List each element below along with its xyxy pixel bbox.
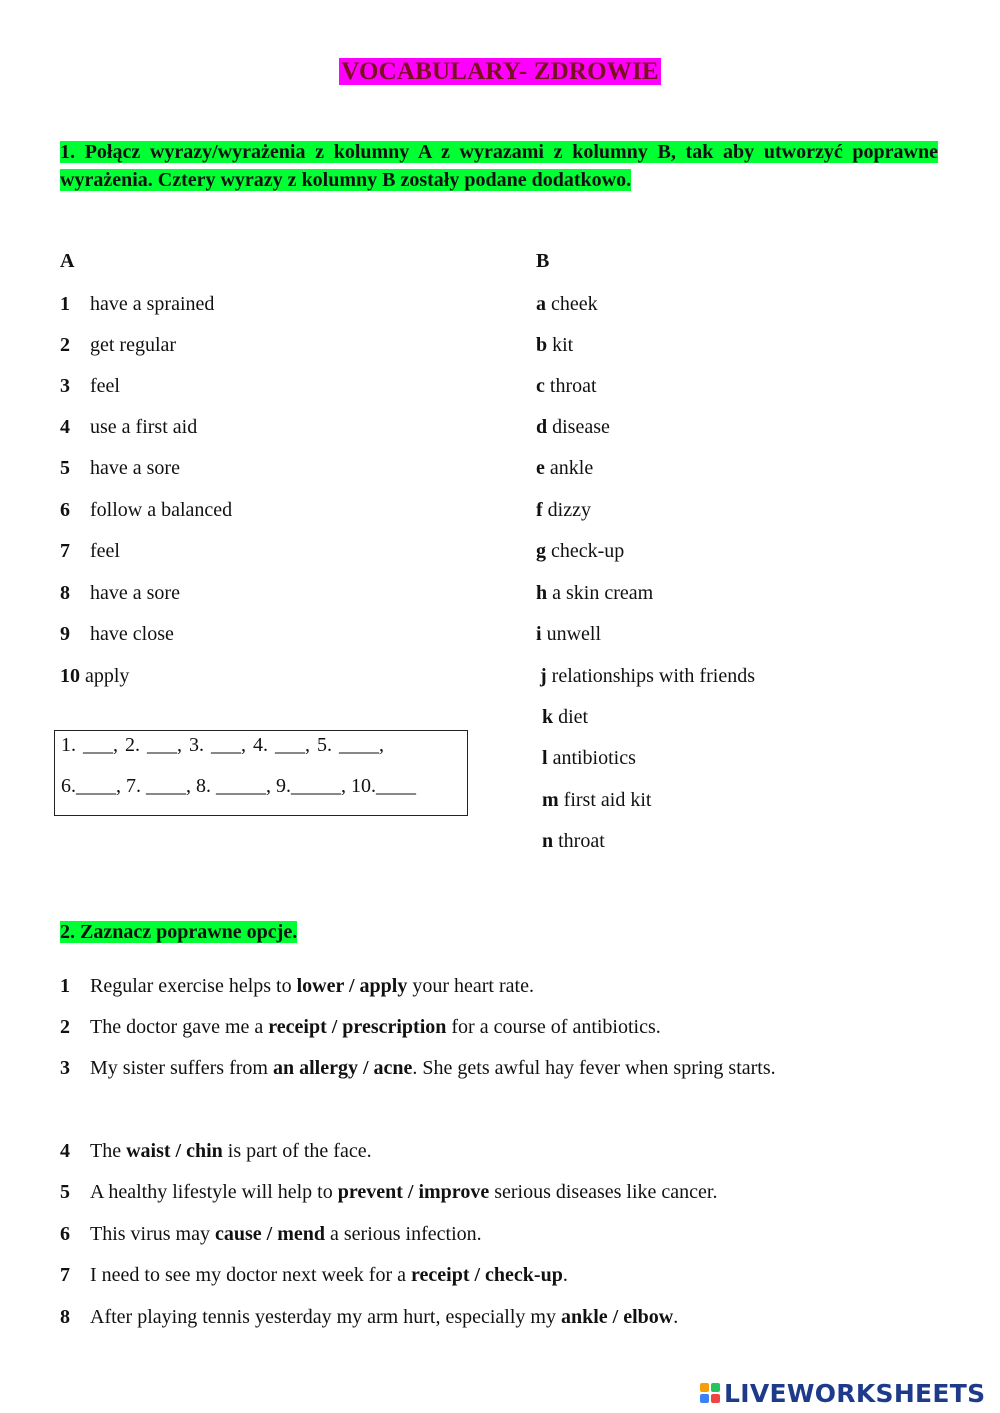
answer-options[interactable]: an allergy / acne [272,1057,413,1079]
item-text: cheek [551,293,598,315]
column-b-item [536,578,653,608]
item-text: use a first aid [90,416,198,438]
liveworksheets-logo [700,1378,985,1408]
sentence-number: 5 [60,1181,70,1203]
sentence-number: 4 [60,1140,70,1162]
column-b-item [536,289,598,319]
sentence-number: 3 [60,1057,70,1079]
column-a-header: A [60,250,75,272]
item-letter: m [542,789,559,811]
column-b-item [542,702,588,732]
sentence [60,1048,938,1089]
sentence [60,1172,938,1213]
sentence-text: The doctor gave me a [90,1016,269,1038]
sentence [60,1214,938,1255]
item-letter: h [536,582,548,604]
sentence-text: . [562,1264,568,1286]
item-text: dizzy [547,499,591,521]
column-a-item [60,578,180,608]
item-text: feel [90,540,120,562]
logo-mark-icon [700,1383,720,1403]
sentence-text: This virus may [90,1223,215,1245]
task2-instruction [60,918,297,946]
item-text: check-up [551,540,625,562]
item-letter: f [536,499,543,521]
sentence-number: 2 [60,1016,70,1038]
item-number: 6 [60,499,70,521]
column-a-item [60,495,232,525]
column-a-item [60,661,129,691]
sentence [60,1131,938,1172]
sentence-text: . [673,1306,679,1328]
logo-square [711,1383,720,1392]
sentence-text: I need to see my doctor next week for a [90,1264,411,1286]
answer-options[interactable]: ankle / elbow [560,1306,674,1328]
sentence-number: 6 [60,1223,70,1245]
answer-options[interactable]: waist / chin [126,1140,223,1162]
sentence-text: is part of the face. [222,1140,372,1162]
column-a-item [60,536,120,566]
item-text: first aid kit [563,789,652,811]
item-letter: e [536,457,545,479]
column-b-item [536,453,593,483]
sentence-text: a serious infection. [325,1223,482,1245]
column-a-item [60,371,120,401]
item-letter: k [542,706,554,728]
answer-options[interactable]: cause / mend [215,1223,325,1245]
item-text: have a sprained [90,293,215,315]
item-text: disease [552,416,610,438]
item-number: 1 [60,293,70,315]
sentence-text: for a course of antibiotics. [446,1016,661,1038]
item-text: ankle [549,457,594,479]
column-b-item [536,619,601,649]
item-text: relationships with friends [551,665,755,687]
sentence-text: After playing tennis yesterday my arm hurt, especially my [90,1306,561,1328]
column-b-header: B [536,250,550,272]
item-text: unwell [546,623,601,645]
sentence-text: The [90,1140,127,1162]
column-b-item [542,826,605,856]
column-b-item [536,495,591,525]
sentence [60,1007,938,1048]
item-text: antibiotics [552,747,636,769]
item-number: 3 [60,375,70,397]
sentence-text: . She gets awful hay fever when spring starts. [412,1057,776,1079]
column-a-item [60,619,174,649]
answer-options[interactable]: receipt / check-up [411,1264,563,1286]
item-letter: a [536,293,546,315]
logo-square [700,1394,709,1403]
sentence [60,1297,938,1338]
sentence-number: 1 [60,975,70,997]
item-number: 2 [60,334,70,356]
item-text: throat [549,375,597,397]
page-title [0,58,1000,86]
item-number: 8 [60,582,70,604]
item-text: a skin cream [552,582,654,604]
item-text: diet [558,706,589,728]
answer-box [54,730,468,816]
column-b-item [540,661,755,691]
column-a-item [60,289,214,319]
column-b-item [542,785,651,815]
item-text: have a sore [90,582,180,604]
item-text: feel [90,375,120,397]
answer-options[interactable]: receipt / prescription [268,1016,447,1038]
item-text: get regular [90,334,177,356]
column-a-item [60,330,176,360]
column-a-item [60,412,197,442]
column-b-item [536,536,624,566]
column-b-item [542,743,636,773]
column-b-item [536,371,597,401]
item-letter: l [542,747,548,769]
sentence-text: A healthy lifestyle will help to [90,1181,338,1203]
item-number: 10 [60,665,80,687]
task1-instruction [60,138,938,194]
logo-square [711,1394,720,1403]
item-text: throat [558,830,605,852]
answer-line-2[interactable]: 6.____, 7. ____, 8. _____, 9._____, 10.____ [61,775,416,797]
page-title-text: VOCABULARY- ZDROWIE [341,58,659,85]
item-text: apply [85,665,130,687]
item-text: kit [552,334,574,356]
column-b-item [536,412,610,442]
task1-instruction-text: 1. Połącz wyrazy/wyrażenia z kolumny A z wyrazami z kolumny B, tak aby utworzyć poprawne wyrażenia. Cztery wyrazy z kolumny B zostały podane dodatkowo. [60,141,938,191]
item-number: 9 [60,623,70,645]
answer-line-1[interactable]: 1. ___, 2. ___, 3. ___, 4. ___, 5. ____, [61,734,384,756]
sentence-text: My sister suffers from [90,1057,273,1079]
item-letter: g [536,540,546,562]
column-b-item [536,330,573,360]
item-letter: n [542,830,554,852]
item-letter: d [536,416,548,438]
answer-options[interactable]: prevent / improve [337,1181,490,1203]
sentence-number: 7 [60,1264,70,1286]
item-number: 4 [60,416,70,438]
sentence-text: Regular exercise helps to [90,975,297,997]
logo-text: LIVEWORKSHEETS [724,1378,986,1408]
sentence-text: your heart rate. [407,975,534,997]
item-letter: c [536,375,545,397]
item-text: have close [90,623,174,645]
item-number: 7 [60,540,70,562]
item-number: 5 [60,457,70,479]
item-letter: j [540,665,547,687]
sentence [60,966,938,1007]
sentence [60,1255,938,1296]
task2-instruction-text: 2. Zaznacz poprawne opcje. [60,921,298,943]
sentence-number: 8 [60,1306,70,1328]
item-letter: i [536,623,542,645]
item-text: have a sore [90,457,180,479]
item-text: follow a balanced [90,499,233,521]
logo-square [700,1383,709,1392]
answer-options[interactable]: lower / apply [296,975,408,997]
item-letter: b [536,334,548,356]
column-a-item [60,453,180,483]
sentence-text: serious diseases like cancer. [489,1181,718,1203]
